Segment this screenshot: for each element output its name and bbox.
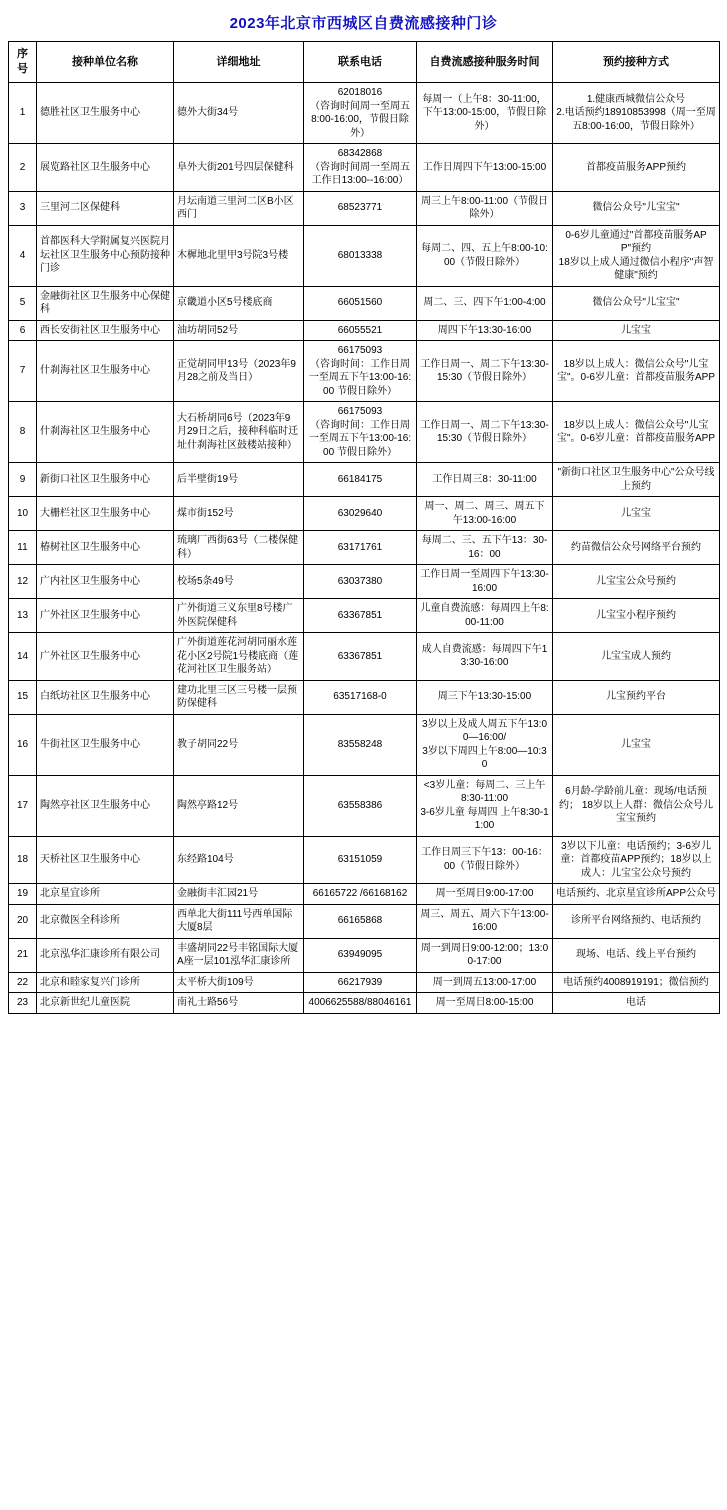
cell-phone: 66175093 （咨询时间：工作日周一至周五下午13:00-16:00 节假日除外） [304,341,417,402]
column-header-phone: 联系电话 [304,42,417,83]
cell-unit: 广外社区卫生服务中心 [37,633,174,681]
table-header-row [9,42,720,83]
cell-unit: 椿树社区卫生服务中心 [37,531,174,565]
cell-index: 15 [9,680,37,714]
cell-phone: 66055521 [304,320,417,341]
cell-phone: 63151059 [304,836,417,884]
cell-unit: 首都医科大学附属复兴医院月坛社区卫生服务中心预防接种门诊 [37,225,174,286]
cell-booking: 3岁以下儿童：电话预约；3-6岁儿童：首都疫苗APP预约；18岁以上成人：儿宝宝公众号预约 [553,836,720,884]
cell-booking: 18岁以上成人：微信公众号"儿宝宝"。0-6岁儿童：首都疫苗服务APP [553,341,720,402]
table-row [9,836,720,884]
cell-address: 教子胡同22号 [174,714,304,775]
cell-index: 11 [9,531,37,565]
cell-address: 西单北大街111号西单国际大厦8层 [174,904,304,938]
cell-booking: 6月龄-学龄前儿童：现场/电话预约； 18岁以上人群：微信公众号儿宝宝预约 [553,775,720,836]
cell-address: 煤市街152号 [174,497,304,531]
cell-service-time: 周一、周二、周三、周五下午13:00-16:00 [417,497,553,531]
cell-unit: 北京和睦家复兴门诊所 [37,972,174,993]
cell-index: 17 [9,775,37,836]
cell-unit: 天桥社区卫生服务中心 [37,836,174,884]
table-body [9,83,720,1014]
table-row [9,341,720,402]
cell-unit: 大栅栏社区卫生服务中心 [37,497,174,531]
cell-unit: 西长安街社区卫生服务中心 [37,320,174,341]
cell-address: 太平桥大街109号 [174,972,304,993]
cell-service-time: 周一到周日9:00-12:00；13:00-17:00 [417,938,553,972]
cell-booking: 电话 [553,993,720,1014]
cell-index: 23 [9,993,37,1014]
cell-index: 14 [9,633,37,681]
cell-address: 正觉胡同甲13号（2023年9月28之前及当日） [174,341,304,402]
cell-index: 7 [9,341,37,402]
cell-index: 21 [9,938,37,972]
cell-unit: 广外社区卫生服务中心 [37,599,174,633]
cell-address: 木樨地北里甲3号院3号楼 [174,225,304,286]
cell-unit: 陶然亭社区卫生服务中心 [37,775,174,836]
cell-index: 13 [9,599,37,633]
cell-service-time: 工作日周一、周二下午13:30-15:30（节假日除外） [417,402,553,463]
cell-address: 金融街丰汇园21号 [174,884,304,905]
cell-address: 南礼士路56号 [174,993,304,1014]
table-row [9,286,720,320]
table-row [9,402,720,463]
cell-address: 东经路104号 [174,836,304,884]
table-row [9,938,720,972]
cell-service-time: 成人自费流感：每周四下午13:30-16:00 [417,633,553,681]
column-header-index: 序号 [9,42,37,83]
cell-booking: 儿宝宝成人预约 [553,633,720,681]
cell-booking: 诊所平台网络预约、电话预约 [553,904,720,938]
table-row [9,972,720,993]
table-row [9,714,720,775]
cell-phone: 63558386 [304,775,417,836]
cell-service-time: 3岁以上及成人周五下午13:00—16:00/ 3岁以下周四上午8:00—10:30 [417,714,553,775]
cell-index: 3 [9,191,37,225]
table-row [9,531,720,565]
cell-index: 1 [9,83,37,144]
cell-address: 后半壁街19号 [174,463,304,497]
column-header-unit: 接种单位名称 [37,42,174,83]
cell-booking: 电话预约、北京星宜诊所APP公众号 [553,884,720,905]
cell-service-time: 周二、三、四下午1:00-4:00 [417,286,553,320]
cell-phone: 66217939 [304,972,417,993]
cell-booking: 儿宝宝 [553,714,720,775]
cell-unit: 白纸坊社区卫生服务中心 [37,680,174,714]
cell-service-time: 每周一（上午8：30-11:00，下午13:00-15:00，节假日除外） [417,83,553,144]
table-row [9,191,720,225]
cell-index: 18 [9,836,37,884]
cell-unit: 德胜社区卫生服务中心 [37,83,174,144]
table-row [9,904,720,938]
cell-booking: 首都疫苗服务APP预约 [553,144,720,192]
cell-unit: 北京新世纪儿童医院 [37,993,174,1014]
cell-phone: 66165722 /66168162 [304,884,417,905]
cell-address: 校场5条49号 [174,565,304,599]
cell-phone: 66165868 [304,904,417,938]
cell-index: 9 [9,463,37,497]
cell-service-time: 儿童自费流感：每周四上午8:00-11:00 [417,599,553,633]
cell-booking: "新街口社区卫生服务中心"公众号线上预约 [553,463,720,497]
cell-phone: 63029640 [304,497,417,531]
cell-unit: 新街口社区卫生服务中心 [37,463,174,497]
cell-phone: 63171761 [304,531,417,565]
cell-service-time: <3岁儿童：每周二、三上午8:30-11:00 3-6岁儿童 每周四 上午8:30-11:00 [417,775,553,836]
cell-address: 油坊胡同52号 [174,320,304,341]
cell-unit: 什刹海社区卫生服务中心 [37,402,174,463]
cell-index: 4 [9,225,37,286]
cell-address: 广外街道莲花河胡同丽水莲花小区2号院1号楼底商（莲花河社区卫生服务站） [174,633,304,681]
cell-address: 大石桥胡同6号（2023年9月29日之后，接种科临时迁址什刹海社区鼓楼站接种） [174,402,304,463]
cell-booking: 儿宝宝 [553,320,720,341]
column-header-service-time: 自费流感接种服务时间 [417,42,553,83]
cell-booking: 0-6岁儿童通过"首都疫苗服务APP"预约 18岁以上成人通过微信小程序"声智健康"预约 [553,225,720,286]
column-header-booking: 预约接种方式 [553,42,720,83]
cell-unit: 展览路社区卫生服务中心 [37,144,174,192]
cell-unit: 北京泓华汇康诊所有限公司 [37,938,174,972]
cell-unit: 牛街社区卫生服务中心 [37,714,174,775]
cell-address: 德外大街34号 [174,83,304,144]
cell-address: 琉璃厂西街63号（二楼保健科） [174,531,304,565]
cell-phone: 68342868 （咨询时间周一至周五工作日13:00--16:00） [304,144,417,192]
cell-address: 广外街道三义东里8号楼广外医院保健科 [174,599,304,633]
cell-booking: 儿宝预约平台 [553,680,720,714]
cell-service-time: 每周二、四、五上午8:00-10:00（节假日除外） [417,225,553,286]
cell-phone: 62018016 （咨询时间周一至周五8:00-16:00，节假日除外） [304,83,417,144]
cell-index: 6 [9,320,37,341]
cell-booking: 约苗微信公众号网络平台预约 [553,531,720,565]
cell-address: 月坛南道三里河二区B小区西门 [174,191,304,225]
cell-unit: 什刹海社区卫生服务中心 [37,341,174,402]
cell-unit: 金融街社区卫生服务中心保健科 [37,286,174,320]
table-header [9,42,720,83]
table-row [9,884,720,905]
cell-booking: 儿宝宝小程序预约 [553,599,720,633]
cell-unit: 三里河二区保健科 [37,191,174,225]
table-row [9,497,720,531]
cell-phone: 63367851 [304,633,417,681]
cell-index: 19 [9,884,37,905]
cell-address: 建功北里三区三号楼一层预防保健科 [174,680,304,714]
cell-index: 20 [9,904,37,938]
cell-booking: 电话预约4008919191；微信预约 [553,972,720,993]
cell-address: 陶然亭路12号 [174,775,304,836]
table-row [9,463,720,497]
cell-service-time: 工作日周三8：30-11:00 [417,463,553,497]
page-title: 2023年北京市西城区自费流感接种门诊 [229,15,498,32]
table-row [9,633,720,681]
table-row [9,775,720,836]
cell-phone: 68013338 [304,225,417,286]
table-row [9,83,720,144]
cell-index: 16 [9,714,37,775]
cell-index: 5 [9,286,37,320]
cell-unit: 北京星宜诊所 [37,884,174,905]
cell-phone: 4006625588/88046161 [304,993,417,1014]
cell-index: 10 [9,497,37,531]
cell-service-time: 工作日周四下午13:00-15:00 [417,144,553,192]
table-row [9,993,720,1014]
cell-booking: 现场、电话、线上平台预约 [553,938,720,972]
cell-service-time: 周三、周五、周六下午13:00-16:00 [417,904,553,938]
cell-index: 12 [9,565,37,599]
cell-service-time: 周一至周日8:00-15:00 [417,993,553,1014]
cell-service-time: 工作日周一、周二下午13:30-15:30（节假日除外） [417,341,553,402]
cell-service-time: 工作日周三下午13：00-16：00（节假日除外） [417,836,553,884]
table-row [9,320,720,341]
cell-service-time: 周一至周日9:00-17:00 [417,884,553,905]
cell-phone: 83558248 [304,714,417,775]
cell-phone: 66184175 [304,463,417,497]
cell-address: 阜外大街201号四层保健科 [174,144,304,192]
cell-service-time: 工作日周一至周四下午13:30-16:00 [417,565,553,599]
cell-index: 22 [9,972,37,993]
cell-phone: 63517168-0 [304,680,417,714]
cell-phone: 66175093 （咨询时间：工作日周一至周五下午13:00-16:00 节假日除外） [304,402,417,463]
cell-booking: 18岁以上成人：微信公众号"儿宝宝"。0-6岁儿童：首都疫苗服务APP [553,402,720,463]
cell-service-time: 周四下午13:30-16:00 [417,320,553,341]
vaccination-clinic-table [8,41,720,1014]
cell-booking: 1.健康西城微信公众号 2.电话预约18910853998（周一至周五8:00-16:00，节假日除外） [553,83,720,144]
cell-booking: 微信公众号"儿宝宝" [553,286,720,320]
cell-booking: 儿宝宝 [553,497,720,531]
cell-address: 丰盛胡同22号丰铭国际大厦A座一层101泓华汇康诊所 [174,938,304,972]
cell-phone: 63037380 [304,565,417,599]
cell-phone: 63949095 [304,938,417,972]
table-row [9,680,720,714]
table-row [9,144,720,192]
cell-index: 2 [9,144,37,192]
cell-address: 京畿道小区5号楼底商 [174,286,304,320]
cell-booking: 儿宝宝公众号预约 [553,565,720,599]
cell-service-time: 周一到周五13:00-17:00 [417,972,553,993]
cell-unit: 北京微医全科诊所 [37,904,174,938]
cell-service-time: 周三上午8:00-11:00（节假日除外） [417,191,553,225]
table-row [9,565,720,599]
cell-phone: 68523771 [304,191,417,225]
cell-service-time: 周三下午13:30-15:00 [417,680,553,714]
cell-unit: 广内社区卫生服务中心 [37,565,174,599]
cell-index: 8 [9,402,37,463]
cell-phone: 66051560 [304,286,417,320]
table-row [9,599,720,633]
cell-service-time: 每周二、三、五下午13：30-16：00 [417,531,553,565]
table-row [9,225,720,286]
cell-phone: 63367851 [304,599,417,633]
cell-booking: 微信公众号"儿宝宝" [553,191,720,225]
column-header-address: 详细地址 [174,42,304,83]
